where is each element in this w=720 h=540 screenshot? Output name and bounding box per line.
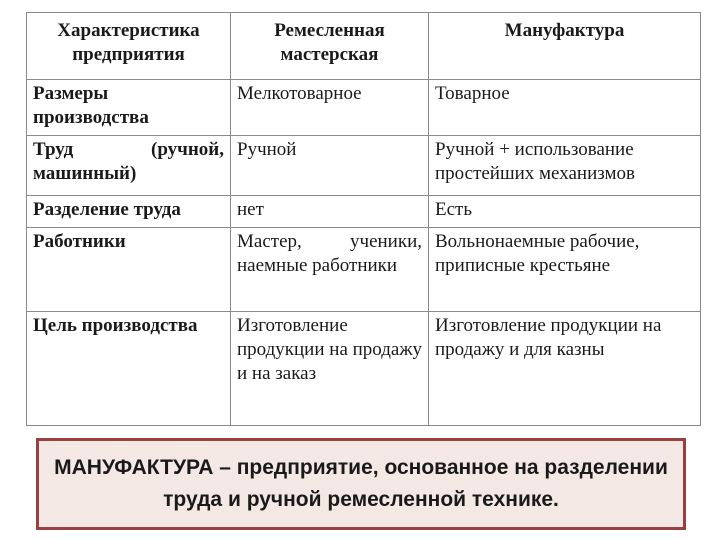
cell-workshop: Ручной bbox=[231, 136, 429, 196]
cell-manufactory: Вольнонаемные рабочие, приписные крестьяне bbox=[429, 228, 701, 312]
table-row bbox=[27, 80, 701, 136]
cell-manufactory: Товарное bbox=[429, 80, 701, 136]
definition-box bbox=[36, 438, 686, 530]
comparison-table bbox=[26, 12, 701, 426]
cell-workshop: Изготовление продукции на продажу и на заказ bbox=[231, 312, 429, 426]
definition-text: МАНУФАКТУРА – предприятие, основанное на разделении труда и ручной ремесленной технике. bbox=[54, 456, 668, 511]
row-label-workers: Работники bbox=[27, 228, 231, 312]
row-label-division-of-labor: Разделение труда bbox=[27, 196, 231, 228]
row-label-production-goal: Цель производства bbox=[27, 312, 231, 426]
cell-manufactory: Изготовление продукции на продажу и для казны bbox=[429, 312, 701, 426]
cell-workshop: нет bbox=[231, 196, 429, 228]
cell-manufactory: Есть bbox=[429, 196, 701, 228]
cell-workshop: Мелкотоварное bbox=[231, 80, 429, 136]
header-characteristic: Характеристика предприятия bbox=[27, 13, 231, 80]
header-manufactory: Мануфактура bbox=[429, 13, 701, 80]
table-row bbox=[27, 196, 701, 228]
cell-manufactory: Ручной + использование простейших механизмов bbox=[429, 136, 701, 196]
table-row bbox=[27, 312, 701, 426]
header-workshop: Ремесленная мастерская bbox=[231, 13, 429, 80]
table-header-row bbox=[27, 13, 701, 80]
table-row bbox=[27, 228, 701, 312]
cell-workshop: Мастер, ученики, наемные работники bbox=[231, 228, 429, 312]
table-row bbox=[27, 136, 701, 196]
row-label-production-size: Размеры производства bbox=[27, 80, 231, 136]
row-label-labor: Труд (ручной, машинный) bbox=[27, 136, 231, 196]
